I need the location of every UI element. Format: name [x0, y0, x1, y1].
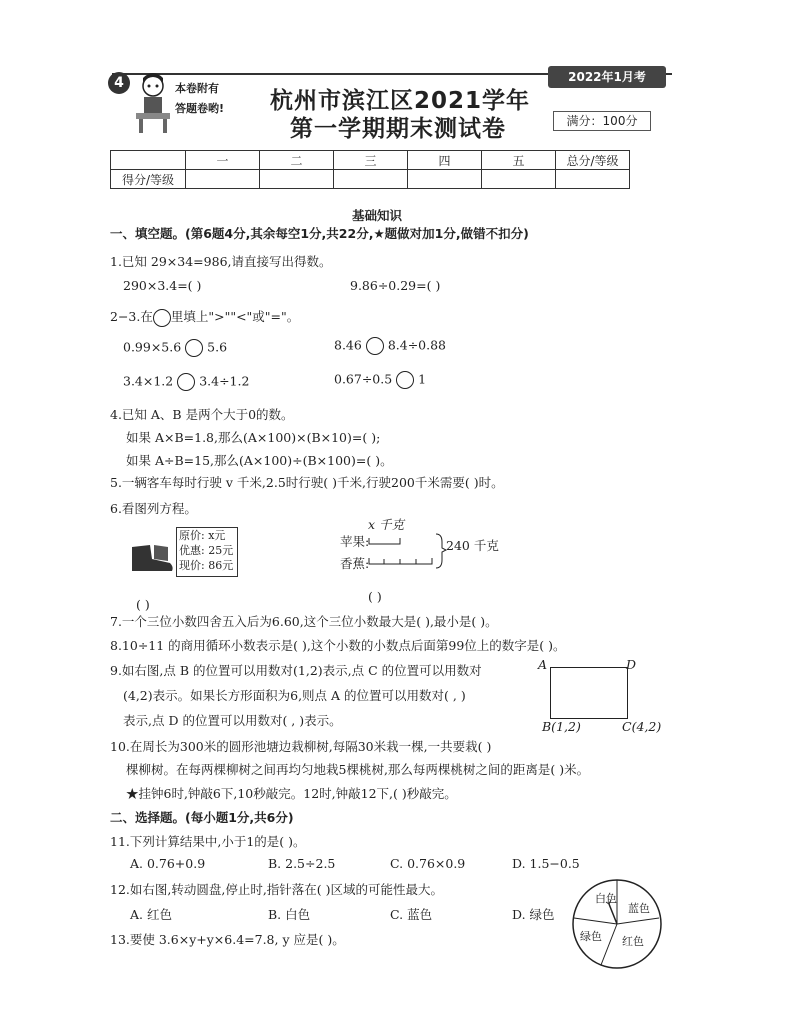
q2-left: 8.46	[334, 337, 362, 353]
q11-option-a[interactable]: A. 0.76+0.9	[130, 856, 206, 871]
q12-option-c[interactable]: C. 蓝色	[390, 907, 433, 922]
star-question: ★挂钟6时,钟敲6下,10秒敲完。12时,钟敲12下,( )秒敲完。	[126, 786, 457, 801]
exam-title-line2: 第一学期期末测试卷	[290, 116, 506, 142]
score-col-3: 三	[334, 151, 408, 170]
q1-stem: 1.已知 29×34=986,请直接写出得数。	[110, 254, 332, 269]
score-cell[interactable]	[334, 170, 408, 189]
unit-number-badge: 4	[108, 72, 130, 94]
q2-stem-pre: 2−3.在	[110, 309, 153, 324]
q6-answer-blank-b[interactable]: ( )	[368, 589, 382, 604]
section-basic-knowledge: 基础知识	[352, 208, 403, 223]
score-row-label: 得分/等级	[111, 170, 186, 189]
q11-option-c[interactable]: C. 0.76×0.9	[390, 856, 466, 871]
price-box	[176, 527, 238, 577]
compare-circle-icon	[153, 309, 171, 327]
q9-line2: (4,2)表示。如果长方形面积为6,则点 A 的位置可以用数对( , )	[123, 688, 466, 703]
spinner-figure	[571, 878, 663, 970]
q2-item	[123, 339, 227, 357]
student-cartoon-icon	[133, 72, 173, 134]
compare-circle-input[interactable]	[396, 371, 414, 389]
price-original: 原价: x元	[179, 529, 226, 542]
q11-stem: 11.下列计算结果中,小于1的是( )。	[110, 834, 306, 849]
compare-circle-input[interactable]	[177, 373, 195, 391]
full-score-box: 满分：100分	[553, 111, 651, 131]
q2-right: 3.4÷1.2	[199, 373, 250, 389]
q5: 5.一辆客车每时行驶 v 千米,2.5时行驶( )千米,行驶200千米需要( )时。	[110, 475, 504, 490]
q1-item-b: 9.86÷0.29=( )	[350, 278, 441, 293]
q2-stem	[110, 307, 299, 327]
score-col-total: 总分/等级	[556, 151, 630, 170]
score-table-header-row	[111, 151, 630, 170]
q10-line2: 棵柳树。在每两棵柳树之间再均匀地栽5棵桃树,那么每两棵桃树之间的距离是( )米。	[126, 762, 590, 777]
q9-line3: 表示,点 D 的位置可以用数对( , )表示。	[123, 713, 342, 728]
q10-line1: 10.在周长为300米的圆形池塘边栽柳树,每隔30米栽一棵,一共要栽( )	[110, 739, 492, 754]
q2-stem-post: 里填上">""<"或"="。	[170, 309, 300, 324]
spinner-label-red: 红色	[622, 935, 644, 948]
score-table	[110, 150, 630, 189]
rect-label-c: C(4,2)	[622, 719, 662, 734]
q8: 8.10÷11 的商用循环小数表示是( ),这个小数的小数点后面第99位上的数字是( )。	[110, 638, 566, 653]
exam-date-tag: 2022年1月考	[548, 66, 666, 88]
rect-label-b: B(1,2)	[542, 719, 581, 734]
q6-total-label: 240 千克	[446, 538, 499, 553]
price-current: 现价: 86元	[179, 559, 234, 572]
rect-label-d: D	[626, 657, 637, 672]
rect-label-a: A	[538, 657, 548, 672]
badge-note-line2: 答题卷哟!	[175, 102, 225, 115]
q6-x-label: x 千克	[368, 517, 405, 532]
score-col-2: 二	[260, 151, 334, 170]
q6-answer-blank-a[interactable]: ( )	[136, 597, 150, 612]
q6-stem: 6.看图列方程。	[110, 501, 197, 516]
q4-item-a: 如果 A×B=1.8,那么(A×100)×(B×10)=( );	[126, 430, 381, 445]
q2-item	[334, 371, 426, 389]
score-col-5: 五	[482, 151, 556, 170]
boot-icon	[128, 541, 176, 575]
q2-left: 0.99×5.6	[123, 339, 182, 355]
score-col-4: 四	[408, 151, 482, 170]
score-cell[interactable]	[186, 170, 260, 189]
q2-left: 3.4×1.2	[123, 373, 174, 389]
q9-line1: 9.如右图,点 B 的位置可以用数对(1,2)表示,点 C 的位置可以用数对	[110, 663, 482, 678]
q11-option-d[interactable]: D. 1.5−0.5	[512, 856, 580, 871]
exam-title-line1: 杭州市滨江区2021学年	[270, 88, 531, 114]
part1-heading: 一、填空题。(第6题4分,其余每空1分,共22分,★题做对加1分,做错不扣分)	[110, 226, 529, 241]
compare-circle-input[interactable]	[185, 339, 203, 357]
q12-option-a[interactable]: A. 红色	[130, 907, 172, 922]
q12-option-d[interactable]: D. 绿色	[512, 907, 555, 922]
q7: 7.一个三位小数四舍五入后为6.60,这个三位小数最大是( ),最小是( )。	[110, 614, 498, 629]
score-cell[interactable]	[260, 170, 334, 189]
q6-apple-label: 苹果:	[340, 534, 370, 549]
spinner-label-green: 绿色	[580, 930, 602, 943]
score-col-1: 一	[186, 151, 260, 170]
q2-right: 5.6	[207, 339, 228, 355]
spinner-label-blue: 蓝色	[628, 902, 650, 915]
score-cell[interactable]	[556, 170, 630, 189]
compare-circle-input[interactable]	[366, 337, 384, 355]
q2-right: 1	[418, 371, 427, 387]
q11-option-b[interactable]: B. 2.5÷2.5	[268, 856, 336, 871]
score-cell[interactable]	[408, 170, 482, 189]
q4-item-b: 如果 A÷B=15,那么(A×100)÷(B×100)=( )。	[126, 453, 393, 468]
q4-stem: 4.已知 A、B 是两个大于0的数。	[110, 407, 294, 422]
q12-stem: 12.如右图,转动圆盘,停止时,指针落在( )区域的可能性最大。	[110, 882, 444, 897]
q12-option-b[interactable]: B. 白色	[268, 907, 311, 922]
score-cell[interactable]	[482, 170, 556, 189]
price-discount: 优惠: 25元	[179, 544, 234, 557]
badge-note-line1: 本卷附有	[175, 82, 219, 95]
score-table-score-row	[111, 170, 630, 189]
q6-banana-label: 香蕉:	[340, 556, 370, 571]
q2-item	[123, 373, 249, 391]
part2-heading: 二、选择题。(每小题1分,共6分)	[110, 810, 294, 825]
rectangle-figure	[550, 667, 628, 719]
q2-left: 0.67÷0.5	[334, 371, 393, 387]
q1-item-a: 290×3.4=( )	[123, 278, 202, 293]
q13-stem: 13.要使 3.6×y+y×6.4=7.8, y 应是( )。	[110, 932, 345, 947]
spinner-label-white: 白色	[595, 892, 617, 905]
q2-item	[334, 337, 446, 355]
q2-right: 8.4÷0.88	[387, 337, 446, 353]
segment-diagram	[368, 530, 448, 570]
